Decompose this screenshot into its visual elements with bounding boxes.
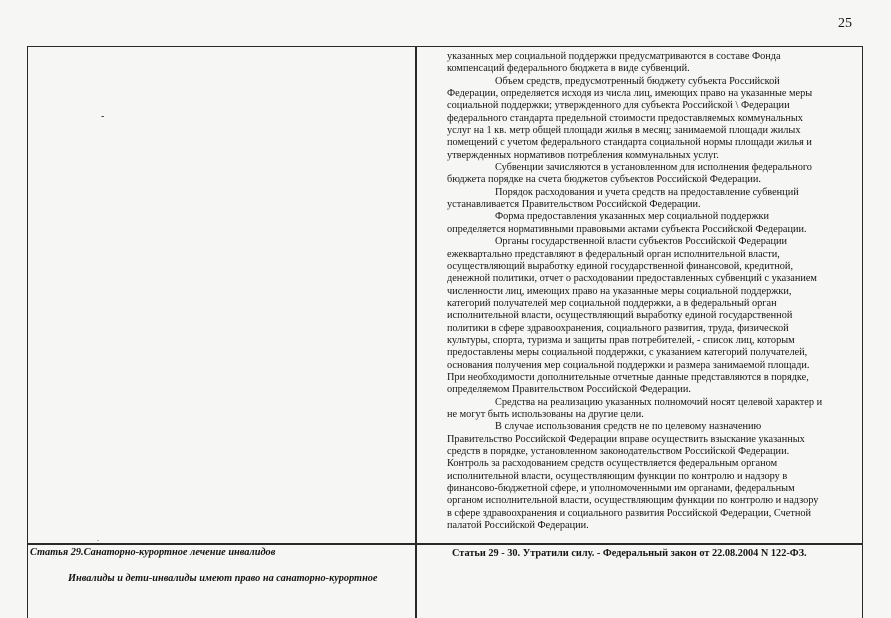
paragraph-line: помещений с учетом федерального стандарта социальной нормы площади жилья и — [447, 137, 812, 149]
paragraph-line: услуг на 1 кв. метр общей площади жилья в месяц; занимаемой площади жилых — [447, 125, 801, 137]
paragraph-line: утвержденных нормативов потребления коммунальных услуг. — [447, 149, 719, 161]
repealed-articles-note: Статьи 29 - 30. Утратили силу. - Федеральный закон от 22.08.2004 N 122-ФЗ. — [452, 548, 807, 559]
paragraph-line: органом исполнительной власти, осуществляющим функции по контролю и надзору — [447, 495, 819, 507]
paragraph-line: исполнительной власти, осуществляющим функции по контролю и надзору в — [447, 470, 788, 482]
page-number: 25 — [838, 16, 852, 31]
paragraph-line: Контроль за расходованием средств осуществляется федеральным органом — [447, 458, 778, 470]
paragraph-line: Средства на реализацию указанных полномочий носят целевой характер и — [495, 396, 823, 408]
paragraph-line: культуры, спорта, туризма и защиты прав потребителей, - список лиц, которым — [447, 334, 795, 346]
paragraph-line: не могут быть использованы на другие цели. — [447, 408, 644, 420]
paragraph-line: В случае использования средств не по целевому назначению — [495, 421, 762, 433]
paragraph-line: ежеквартально представляют в федеральный орган исполнительной власти, — [447, 248, 780, 260]
paragraph-line: предоставлены меры социальной поддержки, с указанием категорий получателей, — [447, 347, 808, 359]
paragraph-line: политики в сфере здравоохранения, социального развития, труда, физической — [447, 322, 789, 334]
paragraph-line: компенсаций федерального бюджета в виде субвенций. — [447, 63, 690, 75]
paragraph-line: определяется нормативными правовыми актами субъекта Российской Федерации. — [447, 223, 807, 235]
paragraph-line: устанавливается Правительством Российской Федерации. — [447, 199, 701, 211]
paragraph-line: основания получения мер социальной поддержки и размера занимаемой площади. — [447, 359, 810, 371]
paragraph-line: численности лиц, имеющих право на указанные меры социальной поддержки, — [447, 285, 792, 297]
scan-speck: . — [97, 534, 99, 543]
paragraph-line: Органы государственной власти субъектов Российской Федерации — [495, 236, 788, 248]
paragraph-line: исполнительной власти, осуществляющий выработку единой государственной — [447, 310, 793, 322]
paragraph-line: бюджета порядке на счета бюджетов субъектов Российской Федерации. — [447, 174, 761, 186]
paragraph-line: федерального стандарта предельной стоимости предоставляемых коммунальных — [447, 112, 803, 124]
left-column-dash: - — [101, 111, 105, 122]
paragraph-line: в сфере здравоохранения и социального развития Российской Федерации, Счетной — [447, 507, 812, 519]
paragraph-line: Форма предоставления указанных мер социальной поддержки — [495, 211, 769, 223]
right-column-text — [447, 51, 852, 532]
paragraph-line: Порядок расходования и учета средств на предоставление субвенций — [495, 186, 799, 198]
article-29-title: Статья 29.Санаторно-курортное лечение инвалидов — [30, 547, 276, 558]
paragraph-line: Объем средств, предусмотренный бюджету субъекта Российской — [495, 75, 780, 87]
paragraph-line: осуществляющий выработку единой государственной финансовой, кредитной, — [447, 260, 794, 272]
paragraph-line: средств в порядке, установленном законодательством Российской Федерации. — [447, 446, 790, 457]
article-29-body: Инвалиды и дети-инвалиды имеют право на санаторно-курортное — [68, 573, 378, 584]
paragraph-line: денежной политики, отчет о расходовании предоставленных субвенций с указанием — [447, 273, 817, 285]
paragraph-line: Правительство Российской Федерации вправе осуществить взыскание указанных — [447, 433, 805, 445]
paragraph-line: Федерации, определяется исходя из числа лиц, имеющих право на указанные меры — [447, 88, 813, 100]
row-divider — [27, 543, 863, 545]
paragraph-line: определяемом Правительством Российской Федерации. — [447, 384, 691, 396]
column-divider — [415, 46, 417, 618]
paragraph-line: палатой Российской Федерации. — [447, 520, 589, 532]
paragraph-line: категорий получателей мер социальной поддержки, а в федеральный орган — [447, 297, 777, 309]
paragraph-line: Субвенции зачисляются в установленном для исполнения федерального — [495, 162, 812, 174]
paragraph-line: финансово-бюджетной сфере, и уполномоченными им органами, федеральным — [447, 483, 795, 495]
paragraph-line: При необходимости дополнительные отчетные данные представляются в порядке, — [447, 371, 809, 383]
paragraph-line: указанных мер социальной поддержки предусматриваются в составе Фонда — [447, 51, 781, 62]
paragraph-line: социальной поддержки; утвержденного для субъекта Российской \ Федерации — [447, 100, 790, 112]
